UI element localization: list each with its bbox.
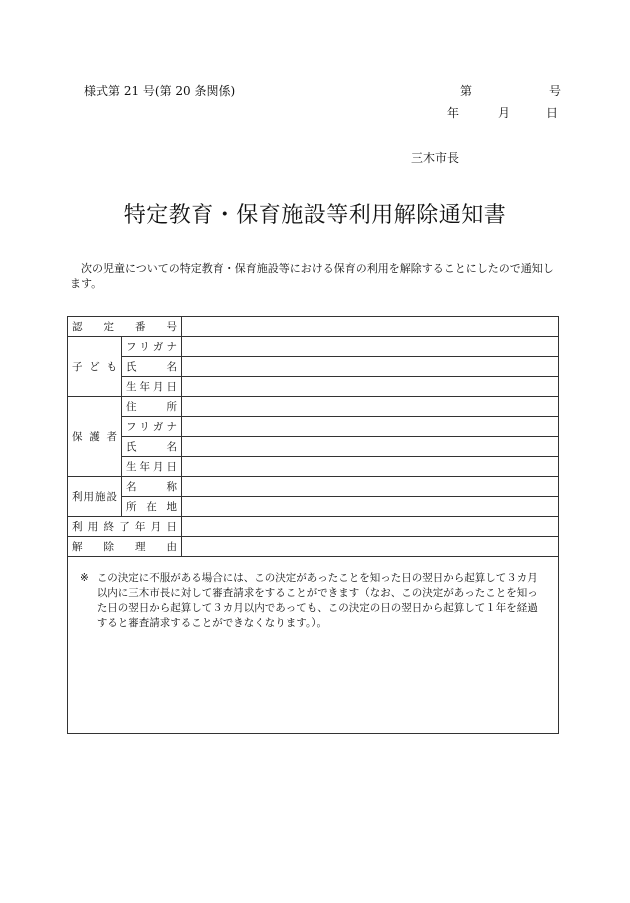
notice-table <box>67 316 559 734</box>
guardian-name-value <box>182 437 559 457</box>
guardian-group-label: 保護者 <box>68 397 122 477</box>
table-row <box>68 497 559 517</box>
table-row <box>68 317 559 337</box>
table-row <box>68 417 559 437</box>
certification-number-label: 認定番号 <box>68 317 182 337</box>
facility-name-value <box>182 477 559 497</box>
guardian-birth-value <box>182 457 559 477</box>
child-birth-value <box>182 377 559 397</box>
guardian-birth-label: 生年月日 <box>122 457 182 477</box>
note-mark: ※ <box>80 572 89 584</box>
document-number-prefix: 第 <box>460 84 473 98</box>
child-name-label: 氏名 <box>122 357 182 377</box>
guardian-furigana-label: フリガナ <box>122 417 182 437</box>
facility-location-value <box>182 497 559 517</box>
table-row <box>68 337 559 357</box>
note-text: この決定に不服がある場合には、この決定があったことを知った日の翌日から起算して３カ月以内に三木市長に対して審査請求をすることができます（なお、この決定があったことを知った日の翌日から起算して３カ月以内であっても、この決定の日の翌日から起算して１年を経過すると審査請求することができなくなります。）。 <box>96 572 538 629</box>
date-month-label: 月 <box>498 106 511 120</box>
guardian-name-label: 氏名 <box>122 437 182 457</box>
table-row <box>68 437 559 457</box>
guardian-address-label: 住所 <box>122 397 182 417</box>
guardian-address-value <box>182 397 559 417</box>
end-date-value <box>182 517 559 537</box>
reason-value <box>182 537 559 557</box>
table-row <box>68 537 559 557</box>
table-row <box>68 397 559 417</box>
table-row <box>68 477 559 497</box>
document-title: 特定教育・保育施設等利用解除通知書 <box>123 203 507 228</box>
child-group-label: 子ども <box>68 337 122 397</box>
child-birth-label: 生年月日 <box>122 377 182 397</box>
document-number-suffix: 号 <box>549 84 562 98</box>
child-furigana-value <box>182 337 559 357</box>
reason-label: 解除理由 <box>68 537 182 557</box>
facility-location-label: 所在地 <box>122 497 182 517</box>
table-row <box>68 557 559 734</box>
facility-name-label: 名称 <box>122 477 182 497</box>
child-name-value <box>182 357 559 377</box>
certification-number-value <box>182 317 559 337</box>
note-cell <box>68 557 559 734</box>
table-row <box>68 357 559 377</box>
table-row <box>68 377 559 397</box>
appeal-note <box>80 571 546 631</box>
table-row <box>68 517 559 537</box>
date-day-label: 日 <box>546 106 559 120</box>
form-number: 様式第 21 号(第 20 条関係) <box>84 84 236 98</box>
facility-group-label: 利用施設 <box>68 477 122 517</box>
issuer: 三木市長 <box>411 151 460 165</box>
table-row <box>68 457 559 477</box>
end-date-label: 利用終了年月日 <box>68 517 182 537</box>
date-year-label: 年 <box>447 106 460 120</box>
body-text: 次の児童についての特定教育・保育施設等における保育の利用を解除することにしたので通知します。 <box>70 262 554 290</box>
child-furigana-label: フリガナ <box>122 337 182 357</box>
guardian-furigana-value <box>182 417 559 437</box>
